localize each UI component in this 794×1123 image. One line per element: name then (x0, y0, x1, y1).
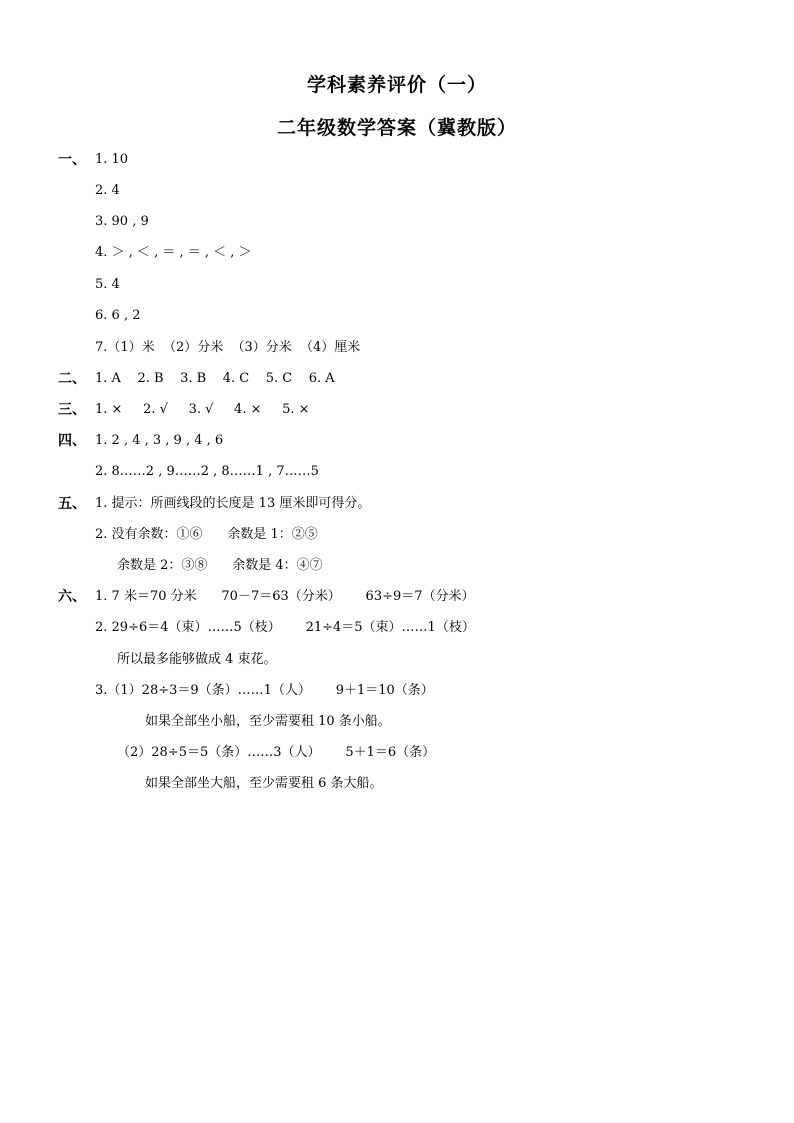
answer-1-3: 3. 90 , 9 (95, 214, 149, 229)
answer-1-2: 2. 4 (95, 183, 120, 198)
answer-6-3-1: 3.（1）28÷3＝9（条）……1（人） 9＋1＝10（条） (95, 683, 434, 698)
answer-5-1: 1. 提示：所画线段的长度是 13 厘米即可得分。 (95, 496, 371, 511)
answer-4-1: 1. 2 , 4 , 3 , 9 , 4 , 6 (95, 433, 224, 448)
answer-5-2: 2. 没有余数：①⑥ 余数是 1：②⑤ (95, 527, 318, 542)
answer-1-7: 7.（1）米 （2）分米 （3）分米 （4）厘米 (95, 340, 361, 355)
page-title: 学科素养评价（一） (306, 74, 487, 96)
answer-2-1: 1. A 2. B 3. B 4. C 5. C 6. A (95, 371, 335, 386)
answer-1-6: 6. 6 , 2 (95, 308, 141, 323)
section-4-label: 四、 (58, 433, 86, 449)
answer-6-3-2: （2）28÷5＝5（条）……3（人） 5＋1＝6（条） (117, 745, 436, 760)
answer-3-1: 1. × 2. √ 3. √ 4. × 5. × (95, 402, 310, 417)
page-subtitle: 二年级数学答案（冀教版） (276, 117, 517, 139)
answer-1-1: 1. 10 (95, 152, 129, 167)
answer-6-3-2-conclusion: 如果全部坐大船，至少需要租 6 条大船。 (145, 776, 383, 791)
section-5-label: 五、 (58, 496, 86, 512)
answer-1-4: 4. ＞ , ＜ , ＝ , ＝ , ＜ , ＞ (95, 245, 252, 260)
answer-1-5: 5. 4 (95, 277, 120, 292)
answer-6-2-conclusion: 所以最多能够做成 4 束花。 (117, 652, 277, 667)
answer-6-2: 2. 29÷6＝4（束）……5（枝） 21÷4＝5（束）……1（枝） (95, 620, 475, 635)
section-1-label: 一、 (58, 152, 86, 168)
answer-6-1: 1. 7 米＝70 分米 70－7＝63（分米） 63÷9＝7（分米） (95, 589, 475, 604)
answer-6-3-1-conclusion: 如果全部坐小船，至少需要租 10 条小船。 (145, 714, 391, 729)
section-6-label: 六、 (58, 589, 86, 605)
section-2-label: 二、 (58, 371, 86, 387)
answer-5-2-cont: 余数是 2：③⑧ 余数是 4：④⑦ (117, 558, 323, 573)
answer-4-2: 2. 8……2 , 9……2 , 8……1 , 7……5 (95, 464, 319, 479)
section-3-label: 三、 (58, 402, 86, 418)
